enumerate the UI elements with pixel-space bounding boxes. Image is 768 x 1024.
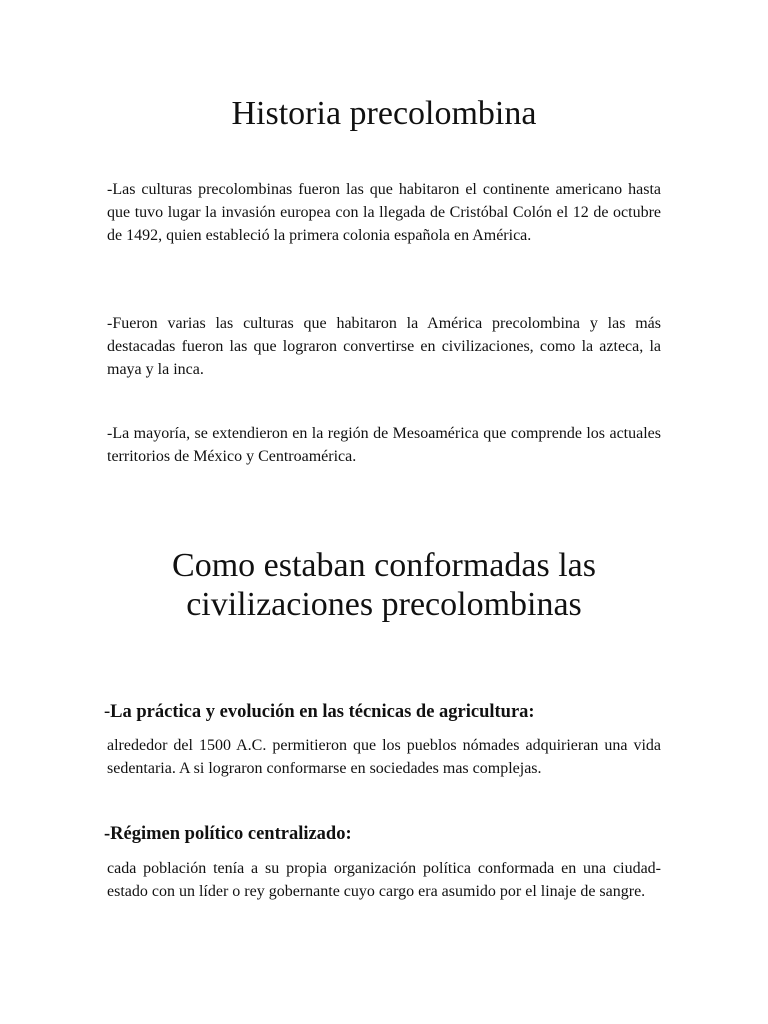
subsection-heading-text: -Régimen político centralizado: bbox=[104, 824, 352, 844]
section-title-line1: Como estaban conformadas las bbox=[172, 547, 596, 584]
section-title bbox=[0, 546, 768, 624]
subsection-heading-dash: - bbox=[104, 702, 111, 722]
subsection-body-politics: cada población tenía a su propia organización política conformada en una ciudad-estado con un líder o rey gobernante cuyo cargo era asumido por el linaje de sangre. bbox=[107, 860, 661, 900]
paragraph-mesoamerica: -La mayoría, se extendieron en la región de Mesoamérica que comprende los actuales territorios de México y Centroamérica. bbox=[107, 425, 661, 465]
subsection-heading-agriculture bbox=[104, 700, 664, 724]
document-title: Historia precolombina bbox=[231, 95, 537, 132]
subsection-heading-text: La práctica y evolución en las técnicas de agricultura: bbox=[110, 702, 535, 722]
paragraph-intro: -Las culturas precolombinas fueron las que habitaron el continente americano hasta que tuvo lugar la invasión europea con la llegada de Cristóbal Colón el 12 de octubre de 1492, quien estableció la primera colonia española en América. bbox=[107, 181, 661, 244]
subsection-body-agriculture: alrededor del 1500 A.C. permitieron que los pueblos nómades adquirieran una vida sedentaria. A si lograron conformarse en sociedades mas complejas. bbox=[107, 737, 661, 777]
paragraph-civilizations: -Fueron varias las culturas que habitaron la América precolombina y las más destacadas fueron las que lograron convertirse en civilizaciones, como la azteca, la maya y la inca. bbox=[107, 315, 661, 378]
section-title-line2: civilizaciones precolombinas bbox=[186, 586, 582, 623]
subsection-heading-politics bbox=[104, 822, 664, 846]
